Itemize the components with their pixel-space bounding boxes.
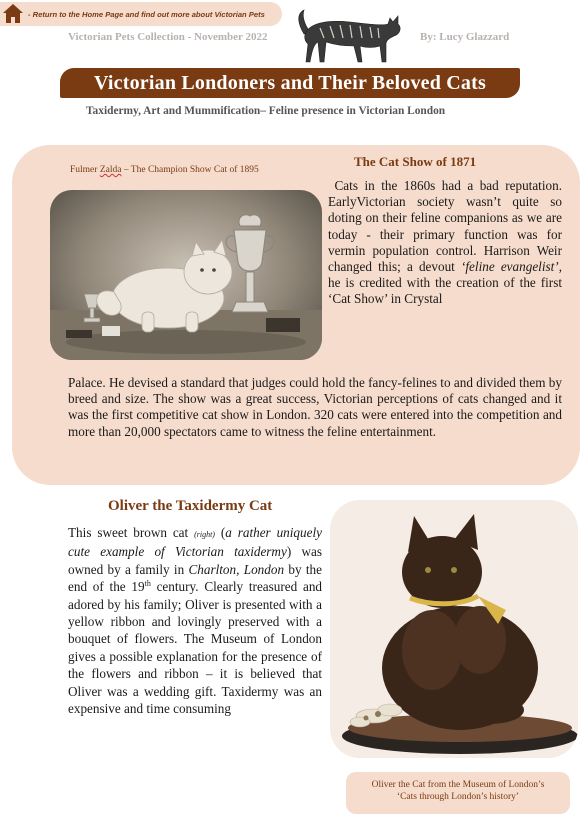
taxidermy-cat-heading: Oliver the Taxidermy Cat <box>108 498 273 514</box>
taxidermy-cat-illustration <box>330 500 578 758</box>
home-page-link[interactable] <box>0 2 282 26</box>
oliver-cat-photo <box>330 500 578 758</box>
home-icon <box>2 3 24 25</box>
author-byline: By: Lucy Glazzard <box>420 31 510 43</box>
show-cat-photo-caption: Fulmer Zalda – The Champion Show Cat of 1895 <box>70 165 259 175</box>
page-title: Victorian Londoners and Their Beloved Cats <box>94 71 486 94</box>
oliver-photo-caption: Oliver the Cat from the Museum of London’s ‘Cats through London’s history’ <box>346 772 570 814</box>
cat-show-paragraph-bottom: Palace. He devised a standard that judges could hold the fancy-felines to and divided them by breed and size. The show was a great success, Victorian perceptions of cats changed and it was the first competitive cat show in London. 320 cats were entered into the competition and more than 20,000 spectators came to witness the feline entertainment. <box>68 375 562 439</box>
taxidermy-cat-paragraph: This sweet brown cat (right) (a rather uniquely cute example of Victorian taxidermy) was owned by a family in Charlton, London by the end of the 19th century. Clearly treasured and adored by his family; Oliver is presented with a yellow ribbon and lovingly preserved with a bouquet of flowers. The Museum of London gives a possible explanation for the presence of the flowers and ribbon – it is believed that Oliver was a wedding gift. Taxidermy was an expensive and time consuming <box>68 525 323 717</box>
champion-show-cat-photo <box>50 190 322 360</box>
collection-date: Victorian Pets Collection - November 2022 <box>68 31 268 43</box>
page-subtitle: Taxidermy, Art and Mummification– Feline presence in Victorian London <box>86 105 446 117</box>
cat-show-paragraph-top: Cats in the 1860s had a bad reputation. EarlyVictorian society wasn’t quite so doting on their feline companions as we are today - their primary function was for vermin population control. Harrison Weir changed this; a devout ‘feline evangelist’, he is credited with the creation of the first ‘Cat Show’ in Crystal <box>328 178 562 307</box>
show-cat-illustration <box>50 190 322 360</box>
home-link-text: - Return to the Home Page and find out more about Victorian Pets <box>28 9 265 19</box>
page-title-banner <box>60 68 520 98</box>
cat-show-heading: The Cat Show of 1871 <box>354 154 477 169</box>
cat-illustration <box>290 4 410 70</box>
